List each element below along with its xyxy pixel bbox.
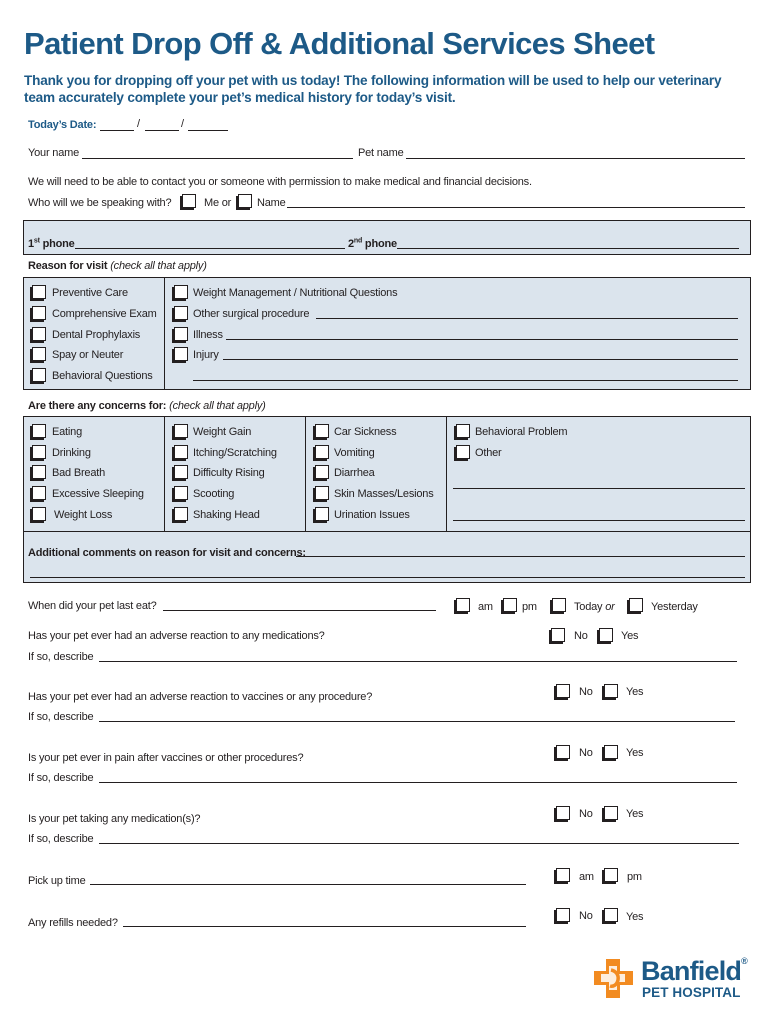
yes-checkbox[interactable] <box>604 684 618 698</box>
todays-date-label: Today’s Date: <box>28 119 97 131</box>
no-label: No <box>579 686 593 698</box>
speaking-with-label: Who will we be speaking with? <box>28 197 172 209</box>
refills-label: Any refills needed? <box>28 917 118 929</box>
other-surgical-field[interactable] <box>316 318 738 319</box>
concern-option: Difficulty Rising <box>193 467 265 479</box>
other-concern-field[interactable] <box>453 520 745 521</box>
concern-option: Skin Masses/Lesions <box>334 488 434 500</box>
drinking-checkbox[interactable] <box>32 445 46 459</box>
pickup-field[interactable] <box>90 884 526 885</box>
additional-comments-label: Additional comments on reason for visit and concerns: <box>28 547 306 559</box>
question-text: Is your pet ever in pain after vaccines or other procedures? <box>28 752 304 764</box>
describe-label: If so, describe <box>28 651 94 663</box>
banfield-cross-logo-icon <box>592 957 636 1001</box>
bad-breath-checkbox[interactable] <box>32 465 46 479</box>
your-name-field[interactable] <box>82 158 353 159</box>
diarrhea-checkbox[interactable] <box>315 465 329 479</box>
reason-option: Comprehensive Exam <box>52 308 157 320</box>
reason-divider <box>164 278 165 389</box>
concern-option: Shaking Head <box>193 509 260 521</box>
name-label: Name <box>257 197 286 209</box>
concern-option: Itching/Scratching <box>193 447 277 459</box>
refills-field[interactable] <box>123 926 526 927</box>
concern-option: Diarrhea <box>334 467 375 479</box>
concerns-divider <box>305 417 306 531</box>
behavioral-problem-checkbox[interactable] <box>456 424 470 438</box>
additional-comments-field[interactable] <box>296 556 745 557</box>
concern-option: Other <box>475 447 502 459</box>
illness-field[interactable] <box>226 339 738 340</box>
shaking-head-checkbox[interactable] <box>174 507 188 521</box>
me-checkbox[interactable] <box>182 194 196 208</box>
concern-option: Vomiting <box>334 447 375 459</box>
describe-field[interactable] <box>99 782 737 783</box>
pickup-pm-label: pm <box>627 871 642 883</box>
no-checkbox[interactable] <box>556 745 570 759</box>
concern-option: Weight Gain <box>193 426 252 438</box>
date-day-field[interactable] <box>145 130 179 131</box>
reason-option: Illness <box>193 329 223 341</box>
refills-no-label: No <box>579 910 593 922</box>
scooting-checkbox[interactable] <box>174 486 188 500</box>
describe-label: If so, describe <box>28 711 94 723</box>
reason-option: Dental Prophylaxis <box>52 329 141 341</box>
excessive-sleeping-checkbox[interactable] <box>32 486 46 500</box>
urination-issues-checkbox[interactable] <box>315 507 329 521</box>
concern-option: Behavioral Problem <box>475 426 568 438</box>
no-label: No <box>574 630 588 642</box>
pickup-label: Pick up time <box>28 875 86 887</box>
pickup-am-label: am <box>579 871 594 883</box>
contact-note: We will need to be able to contact you or someone with permission to make medical and financial decisions. <box>28 176 532 188</box>
other-concern-checkbox[interactable] <box>456 445 470 459</box>
refills-yes-checkbox[interactable] <box>604 908 618 922</box>
last-eat-field[interactable] <box>163 610 436 611</box>
reason-option: Weight Management / Nutritional Questions <box>193 287 398 299</box>
describe-label: If so, describe <box>28 833 94 845</box>
injury-field[interactable] <box>223 359 738 360</box>
additional-comments-field-2[interactable] <box>30 577 745 578</box>
injury-checkbox[interactable] <box>174 347 188 361</box>
itching-scratching-checkbox[interactable] <box>174 445 188 459</box>
am-label: am <box>478 601 493 613</box>
skin-masses-checkbox[interactable] <box>315 486 329 500</box>
logo-brand: Banfield® <box>641 956 747 986</box>
no-checkbox[interactable] <box>556 684 570 698</box>
pm-label: pm <box>522 601 537 613</box>
car-sickness-checkbox[interactable] <box>315 424 329 438</box>
refills-no-checkbox[interactable] <box>556 908 570 922</box>
no-checkbox[interactable] <box>556 806 570 820</box>
yes-label: Yes <box>626 686 644 698</box>
date-slash: / <box>181 118 184 130</box>
date-year-field[interactable] <box>188 130 228 131</box>
concern-option: Excessive Sleeping <box>52 488 144 500</box>
question-text: Has your pet ever had an adverse reaction to any medications? <box>28 630 325 642</box>
phone-1-label: 1st phone <box>28 237 75 250</box>
question-text: Is your pet taking any medication(s)? <box>28 813 201 825</box>
yes-checkbox[interactable] <box>604 806 618 820</box>
yes-label: Yes <box>621 630 639 642</box>
concern-option: Drinking <box>52 447 91 459</box>
weight-management-checkbox[interactable] <box>174 285 188 299</box>
yes-label: Yes <box>626 747 644 759</box>
concern-option: Bad Breath <box>52 467 106 479</box>
pickup-pm-checkbox[interactable] <box>604 868 618 882</box>
preventive-care-checkbox[interactable] <box>32 285 46 299</box>
reason-option: Behavioral Questions <box>52 370 153 382</box>
concerns-divider <box>446 417 447 531</box>
question-text: Has your pet ever had an adverse reaction to vaccines or any procedure? <box>28 691 373 703</box>
other-concern-field[interactable] <box>453 488 745 489</box>
concern-option: Weight Loss <box>54 509 113 521</box>
describe-label: If so, describe <box>28 772 94 784</box>
pet-name-label: Pet name <box>358 147 404 159</box>
yesterday-checkbox[interactable] <box>629 598 643 612</box>
describe-field[interactable] <box>99 661 737 662</box>
reason-extra-field[interactable] <box>193 380 738 381</box>
today-label: Today or <box>574 601 615 613</box>
vomiting-checkbox[interactable] <box>315 445 329 459</box>
yes-checkbox[interactable] <box>604 745 618 759</box>
spay-neuter-checkbox[interactable] <box>32 347 46 361</box>
phone-1-field[interactable] <box>75 248 345 249</box>
no-label: No <box>579 747 593 759</box>
other-surgical-checkbox[interactable] <box>174 306 188 320</box>
yes-checkbox[interactable] <box>599 628 613 642</box>
concern-option: Car Sickness <box>334 426 397 438</box>
your-name-label: Your name <box>28 147 79 159</box>
name-checkbox[interactable] <box>238 194 252 208</box>
eating-checkbox[interactable] <box>32 424 46 438</box>
yesterday-label: Yesterday <box>651 601 698 613</box>
logo-subtitle: PET HOSPITAL <box>642 985 741 1000</box>
refills-yes-label: Yes <box>626 911 644 923</box>
last-eat-question: When did your pet last eat? <box>28 600 157 612</box>
contact-name-field[interactable] <box>287 207 745 208</box>
pm-checkbox[interactable] <box>503 598 517 612</box>
no-label: No <box>579 808 593 820</box>
page-title: Patient Drop Off & Additional Services Sheet <box>24 26 655 61</box>
dental-prophylaxis-checkbox[interactable] <box>32 327 46 341</box>
difficulty-rising-checkbox[interactable] <box>174 465 188 479</box>
phone-2-field[interactable] <box>397 248 739 249</box>
concerns-heading: Are there any concerns for: (check all that apply) <box>28 400 266 412</box>
concern-option: Urination Issues <box>334 509 410 521</box>
reason-option: Injury <box>193 349 219 361</box>
yes-label: Yes <box>626 808 644 820</box>
weight-gain-checkbox[interactable] <box>174 424 188 438</box>
reason-option: Other surgical procedure <box>193 308 310 320</box>
describe-field[interactable] <box>99 843 739 844</box>
illness-checkbox[interactable] <box>174 327 188 341</box>
intro-text: Thank you for dropping off your pet with us today! The following information will be used to help our veterinary team accurately complete your pet’s medical history for today’s visit. <box>24 73 722 105</box>
weight-loss-checkbox[interactable] <box>32 507 46 521</box>
reason-option: Preventive Care <box>52 287 128 299</box>
am-checkbox[interactable] <box>456 598 470 612</box>
me-or-label: Me or <box>204 197 232 209</box>
date-month-field[interactable] <box>100 130 134 131</box>
behavioral-questions-checkbox[interactable] <box>32 368 46 382</box>
concern-option: Scooting <box>193 488 235 500</box>
concerns-divider <box>164 417 165 531</box>
today-checkbox[interactable] <box>552 598 566 612</box>
no-checkbox[interactable] <box>551 628 565 642</box>
phone-2-label: 2nd phone <box>348 237 397 250</box>
date-slash: / <box>137 118 140 130</box>
describe-field[interactable] <box>99 721 735 722</box>
concern-option: Eating <box>52 426 82 438</box>
reason-heading: Reason for visit (check all that apply) <box>28 260 207 272</box>
pet-name-field[interactable] <box>406 158 745 159</box>
reason-option: Spay or Neuter <box>52 349 124 361</box>
pickup-am-checkbox[interactable] <box>556 868 570 882</box>
comprehensive-exam-checkbox[interactable] <box>32 306 46 320</box>
